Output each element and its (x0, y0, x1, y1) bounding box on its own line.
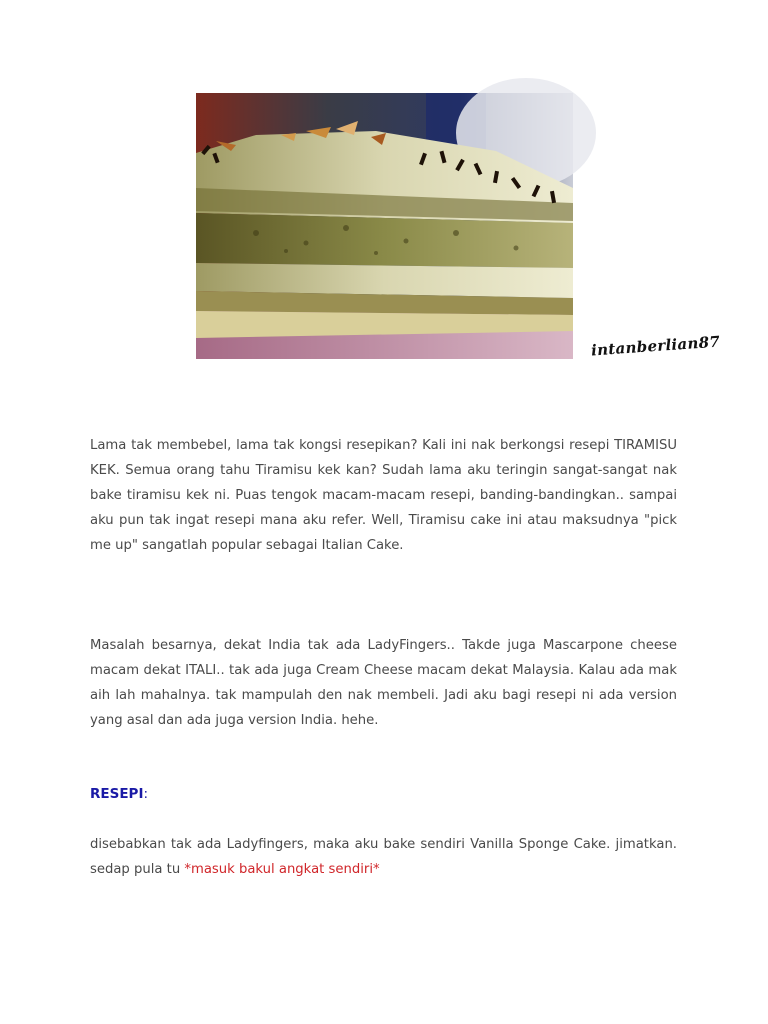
cake-photo (196, 93, 721, 360)
cake-photo-illustration (196, 93, 573, 359)
section-heading-text: RESEPI (90, 786, 144, 802)
paragraph-intro: Lama tak membebel, lama tak kongsi resepikan? Kali ini nak berkongsi resepi TIRAMISU KEK. Semua orang tahu Tiramisu kek kan? Sudah lama aku teringin sangat-sangat nak bake tiramisu kek ni. Puas tengok macam-macam resepi, banding-bandingkan.. sampai aku pun tak ingat resepi mana aku refer. Well, Tiramisu cake ini atau maksudnya "pick me up" sangatlah popular sebagai Italian Cake. (90, 438, 677, 553)
photo-watermark: intanberlian87 (590, 332, 721, 360)
paragraph-problem: Masalah besarnya, dekat India tak ada LadyFingers.. Takde juga Mascarpone cheese macam dekat ITALI.. tak ada juga Cream Cheese macam dekat Malaysia. Kalau ada mak aih lah mahalnya. tak mampulah den nak membeli. Jadi aku bagi resepi ni ada version yang asal dan ada juga version India. hehe. (90, 638, 677, 728)
section-heading (90, 782, 148, 807)
paragraph-sponge-text: disebabkan tak ada Ladyfingers, maka aku bake sendiri Vanilla Sponge Cake. jimatkan. sedap pula tu (90, 837, 677, 877)
section-heading-colon: : (143, 786, 149, 802)
highlight-text: *masuk bakul angkat sendiri* (184, 862, 380, 877)
paragraph-sponge (90, 832, 677, 882)
